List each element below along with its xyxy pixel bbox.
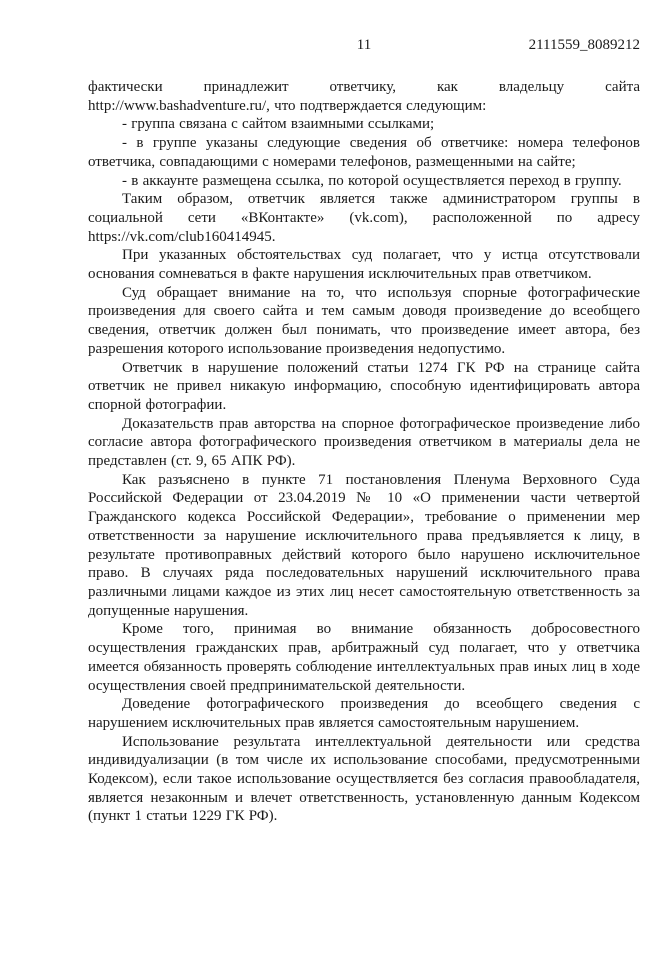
page-header (88, 36, 640, 55)
list-item: - группа связана с сайтом взаимными ссылками; (122, 116, 435, 133)
paragraph: Таким образом, ответчик является также администратором группы в социальной сети «ВКонтакте» (vk.com), расположенной по адресу https://vk.com/club160414945. (88, 191, 640, 245)
document-body (88, 78, 640, 826)
paragraph: Ответчик в нарушение положений статьи 1274 ГК РФ на странице сайта ответчик не привел никакую информацию, способную идентифицировать автора спорной фотографии. (88, 359, 640, 413)
document-id: 2111559_8089212 (528, 37, 640, 53)
paragraph: фактически принадлежит ответчику, как владельцу сайта http://www.bashadventure.ru/, что подтверждается следующим: (88, 79, 640, 114)
list-item: - в группе указаны следующие сведения об ответчике: номера телефонов ответчика, совпадающими с номерами телефонов, размещенными на сайте; (88, 135, 640, 170)
paragraph: Использование результата интеллектуальной деятельности или средства индивидуализации (в том числе их использование способами, предусмотренными Кодексом), если такое использование осуществляется без согласия правообладателя, является незаконным и влечет ответственность, установленную данным Кодексом (пункт 1 статьи 1229 ГК РФ). (88, 733, 640, 825)
paragraph: Доказательств прав авторства на спорное фотографическое произведение либо согласие автора фотографического произведения ответчиком в материалы дела не представлен (ст. 9, 65 АПК РФ). (88, 415, 640, 470)
page-number: 11 (356, 37, 372, 53)
list-item: - в аккаунте размещена ссылка, по которой осуществляется переход в группу. (122, 172, 622, 189)
paragraph: Доведение фотографического произведения до всеобщего сведения с нарушением исключительных прав является самостоятельным нарушением. (88, 696, 640, 731)
paragraph: Суд обращает внимание на то, что используя спорные фотографические произведения для своего сайта и тем самым доводя произведение до всеобщего сведения, ответчик должен был понимать, что произведение имеет автора, без разрешения которого использование произведения недопустимо. (88, 284, 640, 357)
paragraph: Кроме того, принимая во внимание обязанность добросовестного осуществления гражданских прав, арбитражный суд полагает, что у ответчика имеется обязанность проверять соблюдение интеллектуальных прав иных лиц в ходе осуществления своей предпринимательской деятельности. (88, 621, 640, 694)
paragraph: Как разъяснено в пункте 71 постановления Пленума Верховного Суда Российской Федерации от 23.04.2019 № 10 «О применении части четвертой Гражданского кодекса Российской Федерации», требование о применении мер ответственности за нарушение исключительного права предъявляется к лицу, в результате противоправных действий которого было нарушено исключительное право. В случаях ряда последовательных нарушений исключительного права различными лицами каждое из этих лиц несет самостоятельную ответственность за допущенные нарушения. (88, 471, 640, 619)
paragraph: При указанных обстоятельствах суд полагает, что у истца отсутствовали основания сомневаться в факте нарушения исключительных прав ответчиком. (88, 247, 640, 283)
